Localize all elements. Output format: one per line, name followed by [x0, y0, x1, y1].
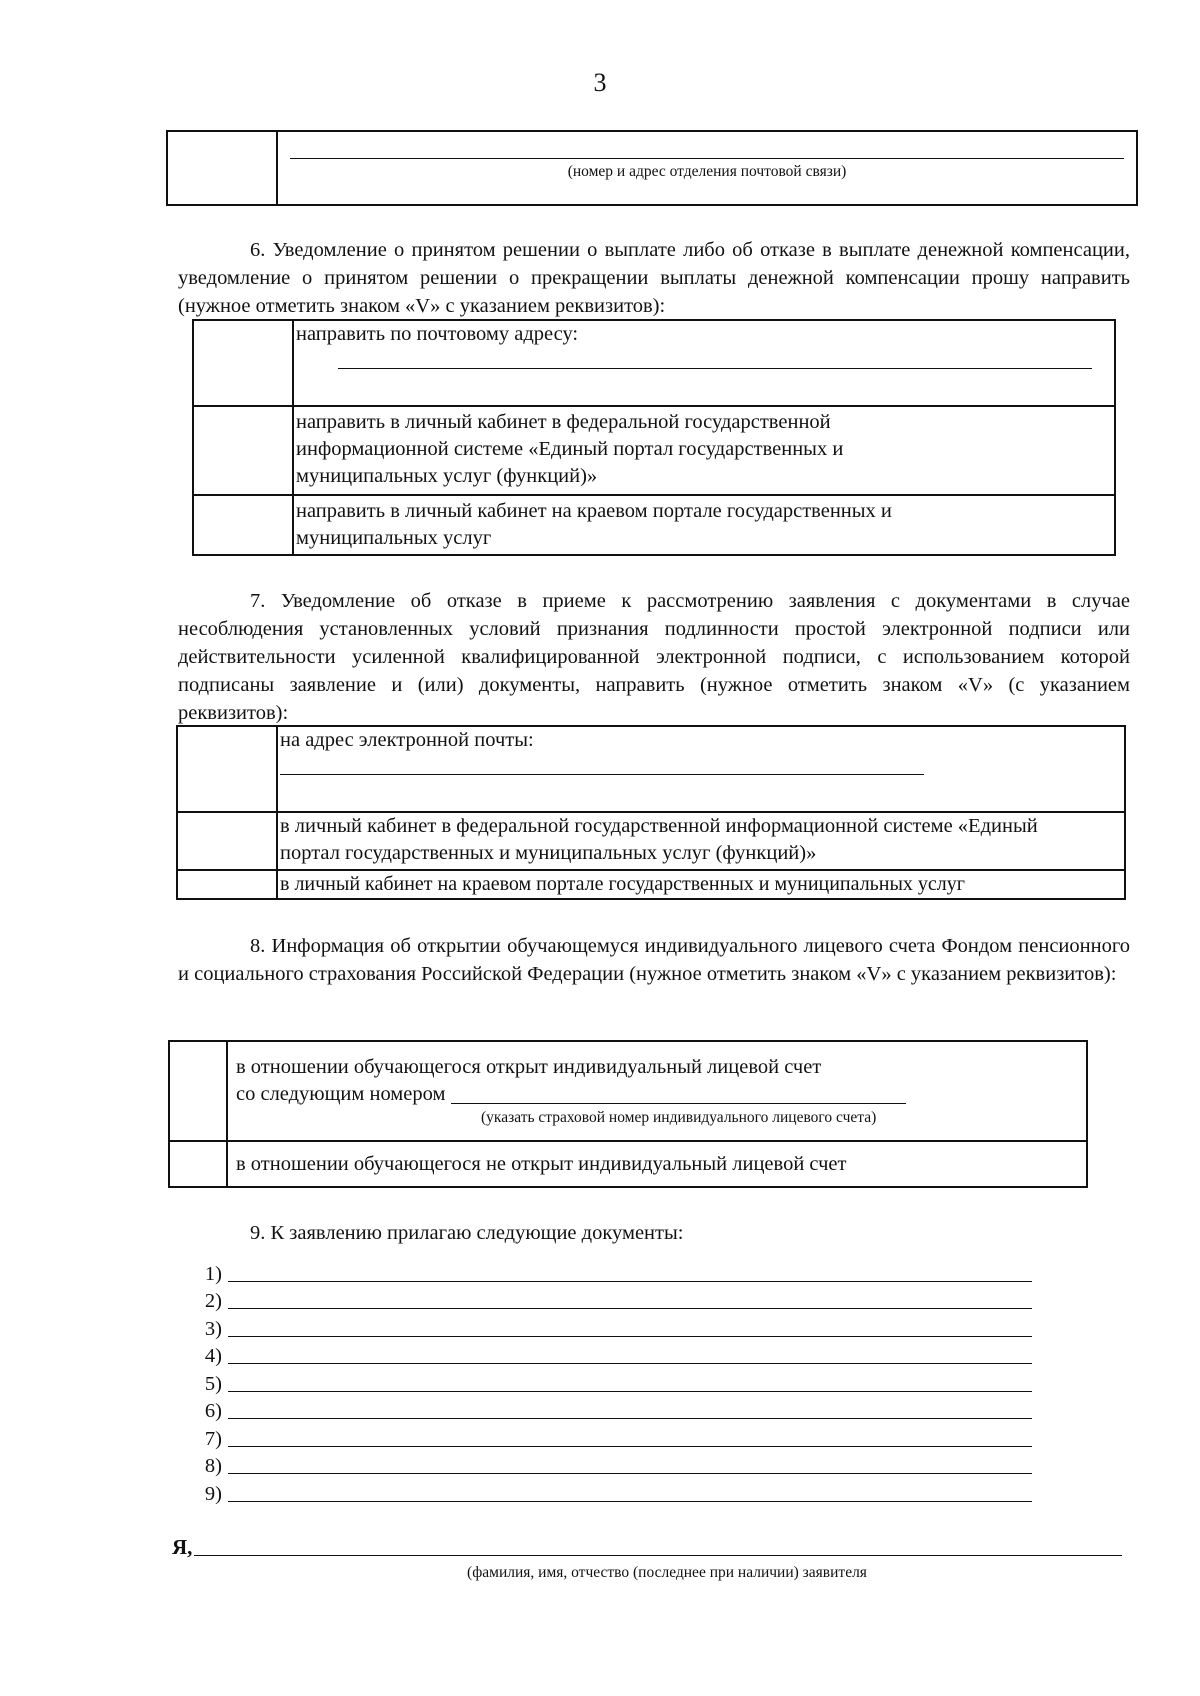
section6-option1-checkbox[interactable] — [193, 320, 293, 406]
email-field[interactable] — [280, 774, 924, 775]
postal-address-line[interactable] — [290, 150, 1124, 159]
list-item — [192, 1313, 1032, 1341]
section6-option2-checkbox[interactable] — [193, 406, 293, 495]
list-item-number: 3) — [204, 1317, 222, 1340]
document-field[interactable] — [228, 1336, 1032, 1337]
section9-title: 9. К заявлению прилагаю следующие документы: — [250, 1222, 684, 1244]
section8-option1-checkbox[interactable] — [169, 1041, 227, 1141]
section6-option3-label: направить в личный кабинет на краевом портале государственных и муниципальных услуг — [293, 495, 1115, 555]
document-field[interactable] — [228, 1308, 1032, 1309]
list-item — [192, 1286, 1032, 1314]
section8-option1-line2: со следующим номером — [236, 1083, 446, 1105]
list-item-number: 5) — [204, 1372, 222, 1395]
list-item — [192, 1396, 1032, 1424]
section8-option2-checkbox[interactable] — [169, 1141, 227, 1187]
document-field[interactable] — [228, 1446, 1032, 1447]
section7-option2-checkbox[interactable] — [177, 812, 277, 870]
section7-table — [176, 725, 1126, 900]
list-item-number: 9) — [204, 1482, 222, 1505]
page-number: 3 — [593, 68, 607, 97]
list-item-number: 2) — [204, 1290, 222, 1312]
applicant-caption: (фамилия, имя, отчество (последнее при наличии) заявителя — [467, 1564, 867, 1581]
section7-option3-checkbox[interactable] — [177, 870, 277, 899]
postal-address-cell — [277, 131, 1137, 205]
document-field[interactable] — [228, 1391, 1032, 1392]
section8-option1-line1: в отношении обучающегося открыт индивидуальный лицевой счет — [236, 1056, 822, 1078]
list-item-number: 8) — [204, 1455, 222, 1477]
snils-field[interactable] — [451, 1103, 906, 1104]
list-item — [192, 1478, 1032, 1506]
section6-option2-label: направить в личный кабинет в федеральной государственной информационной системе «Единый портал государственных и муниципальных услуг (функций)» — [293, 406, 1115, 495]
section8-table — [168, 1040, 1088, 1188]
postal-address-caption: (номер и адрес отделения почтовой связи) — [567, 163, 847, 180]
section7-option3-label: в личный кабинет на краевом портале государственных и муниципальных услуг — [277, 870, 1125, 899]
checkbox-cell[interactable] — [167, 131, 277, 205]
section8-option1 — [227, 1041, 1087, 1141]
postal-address-table — [166, 130, 1138, 206]
applicant-prefix: Я, — [172, 1535, 193, 1559]
list-item-number: 4) — [204, 1345, 222, 1367]
list-item-number: 6) — [204, 1400, 222, 1422]
section8-text: 8. Информация об открытии обучающемуся индивидуального лицевого счета Фондом пенсионного и социального страхования Российской Федерации (нужное отметить знаком «V» с указанием реквизитов): — [178, 935, 1130, 985]
list-item — [192, 1258, 1032, 1286]
snils-caption: (указать страховой номер индивидуального лицевого счета) — [481, 1109, 877, 1126]
document-field[interactable] — [228, 1501, 1032, 1502]
section6-option3-checkbox[interactable] — [193, 495, 293, 555]
document-field[interactable] — [228, 1281, 1032, 1282]
section6-text: 6. Уведомление о принятом решении о выплате либо об отказе в выплате денежной компенсации, уведомление о принятом решении о прекращении выплаты денежной компенсации прошу направить (нужное отметить знаком «V» с указанием реквизитов): — [178, 239, 1130, 317]
attached-documents-list — [192, 1258, 1032, 1506]
section7-option1-checkbox[interactable] — [177, 726, 277, 812]
document-field[interactable] — [228, 1363, 1032, 1364]
section7-option1 — [277, 726, 1125, 812]
document-field[interactable] — [228, 1418, 1032, 1419]
section7-text: 7. Уведомление об отказе в приеме к рассмотрению заявления с документами в случае несоблюдения установленных условий признания подлинности простой электронной подписи или действительности усиленной квалифицированной электронной подписи, с использованием которой подписаны заявление и (или) документы, направить (нужное отметить знаком «V» (с указанием реквизитов): — [178, 590, 1130, 724]
section7-option1-label: на адрес электронной почты: — [280, 729, 534, 751]
postal-address-field[interactable] — [338, 368, 1092, 369]
section8-option2-label: в отношении обучающегося не открыт индивидуальный лицевой счет — [227, 1141, 1087, 1187]
section7-option2-label: в личный кабинет в федеральной государственной информационной системе «Единый портал государственных и муниципальных услуг (функций)» — [277, 812, 1125, 870]
section6-table — [192, 319, 1116, 556]
list-item — [192, 1368, 1032, 1396]
document-field[interactable] — [228, 1473, 1032, 1474]
section6-option1 — [293, 320, 1115, 406]
list-item-number: 7) — [204, 1427, 222, 1450]
list-item — [192, 1451, 1032, 1479]
applicant-block — [172, 1530, 1122, 1583]
list-item — [192, 1423, 1032, 1451]
applicant-name-field[interactable] — [194, 1555, 1122, 1556]
section6-option1-label: направить по почтовому адресу: — [296, 323, 579, 345]
list-item-number: 1) — [204, 1262, 222, 1285]
list-item — [192, 1341, 1032, 1369]
